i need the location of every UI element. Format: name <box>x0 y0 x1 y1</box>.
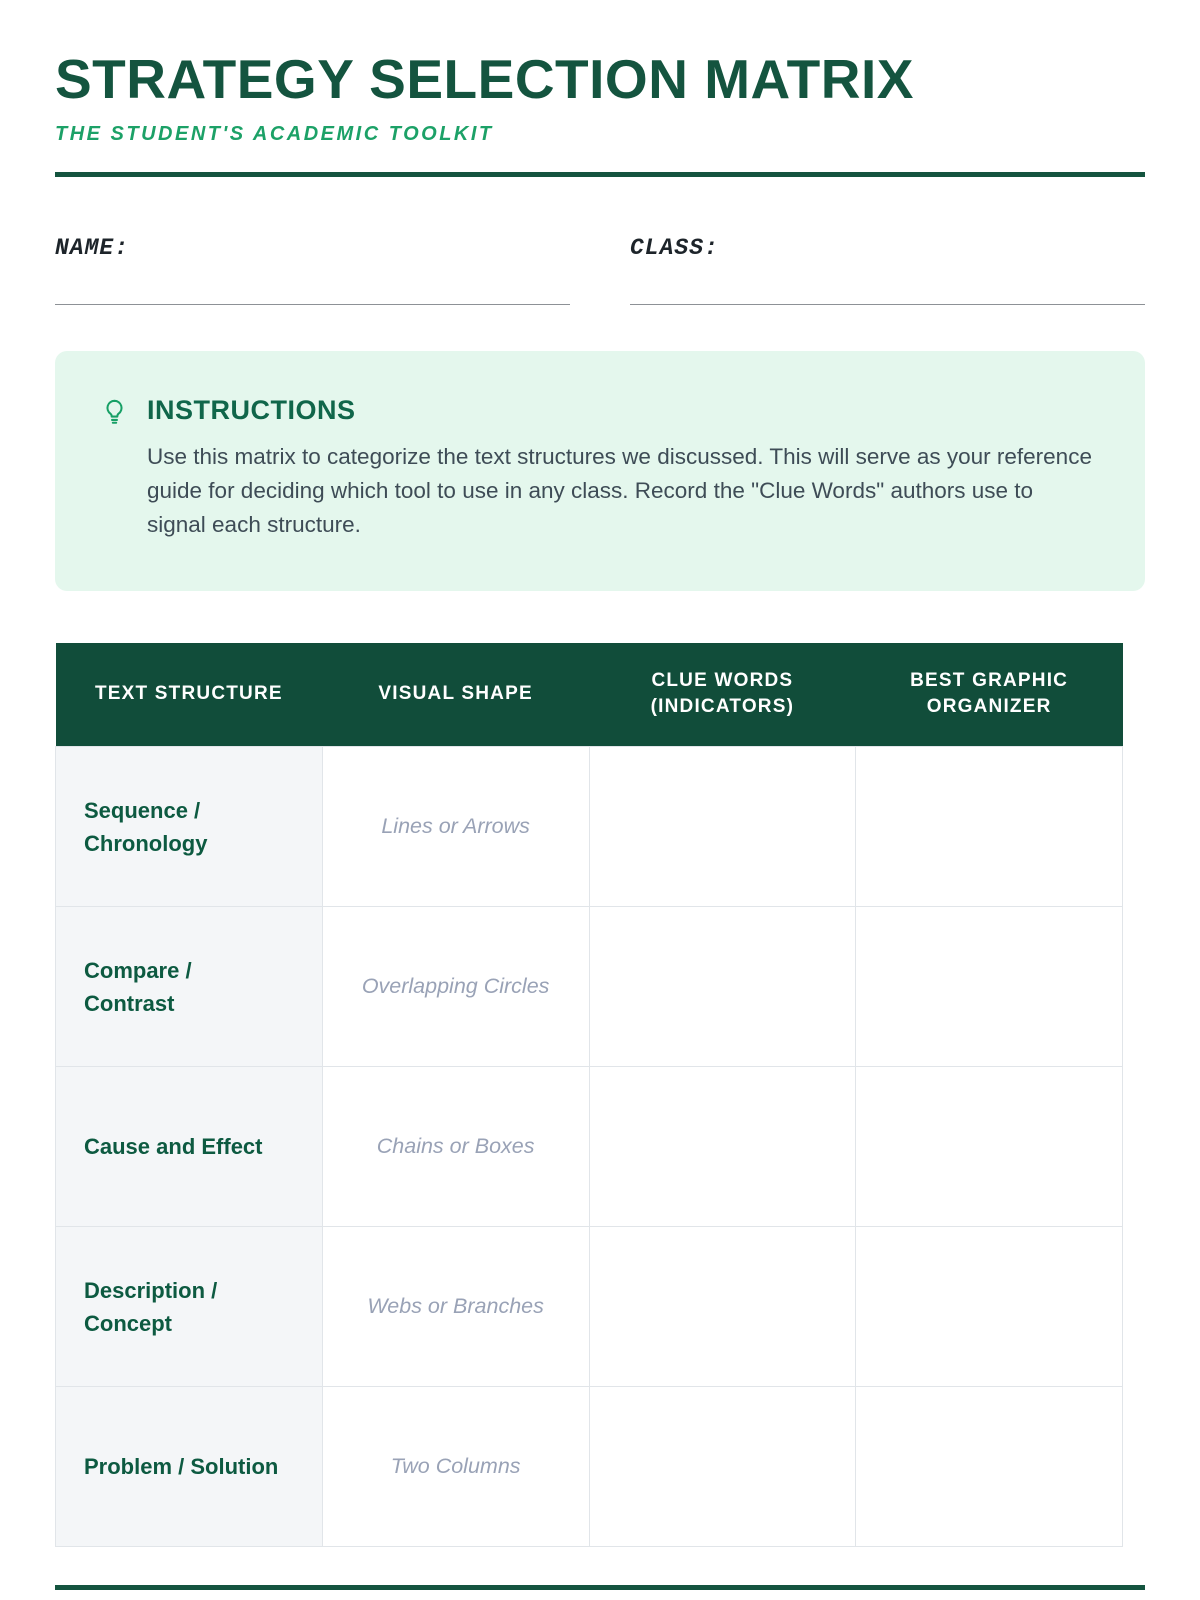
class-label: CLASS: <box>630 235 719 261</box>
col-header-visual-shape: VISUAL SHAPE <box>322 643 589 747</box>
table-header-row <box>56 643 1123 747</box>
clue-words-cell[interactable] <box>589 1067 856 1227</box>
footer-divider <box>55 1585 1145 1590</box>
organizer-cell[interactable] <box>856 1067 1123 1227</box>
visual-shape-hint: Lines or Arrows <box>322 747 589 907</box>
structure-label: Problem / Solution <box>56 1387 323 1547</box>
structure-label: Compare / Contrast <box>56 907 323 1067</box>
structure-label: Description / Concept <box>56 1227 323 1387</box>
table-row <box>56 1227 1123 1387</box>
page-subtitle: THE STUDENT'S ACADEMIC TOOLKIT <box>55 123 494 145</box>
organizer-cell[interactable] <box>856 1387 1123 1547</box>
col-header-clue-words: CLUE WORDS (INDICATORS) <box>589 643 856 747</box>
visual-shape-hint: Webs or Branches <box>322 1227 589 1387</box>
strategy-matrix-table <box>55 643 1123 1548</box>
table-row <box>56 1387 1123 1547</box>
name-label: NAME: <box>55 235 130 261</box>
page-title: STRATEGY SELECTION MATRIX <box>55 48 914 110</box>
col-header-text-structure: TEXT STRUCTURE <box>56 643 323 747</box>
name-input-line[interactable] <box>55 261 570 305</box>
col-header-graphic-organizer: BEST GRAPHIC ORGANIZER <box>856 643 1123 747</box>
class-input-line[interactable] <box>630 261 1145 305</box>
table-row <box>56 907 1123 1067</box>
table-row <box>56 747 1123 907</box>
visual-shape-hint: Chains or Boxes <box>322 1067 589 1227</box>
instructions-title: INSTRUCTIONS <box>147 395 356 425</box>
clue-words-cell[interactable] <box>589 1387 856 1547</box>
header-divider <box>55 172 1145 177</box>
organizer-cell[interactable] <box>856 747 1123 907</box>
class-field-group <box>630 235 1145 305</box>
lightbulb-icon <box>101 395 147 430</box>
name-field-group <box>55 235 570 305</box>
organizer-cell[interactable] <box>856 907 1123 1067</box>
table-row <box>56 1067 1123 1227</box>
name-class-form <box>55 235 1145 305</box>
clue-words-cell[interactable] <box>589 747 856 907</box>
organizer-cell[interactable] <box>856 1227 1123 1387</box>
structure-label: Sequence / Chronology <box>56 747 323 907</box>
clue-words-cell[interactable] <box>589 1227 856 1387</box>
instructions-box <box>55 351 1145 591</box>
clue-words-cell[interactable] <box>589 907 856 1067</box>
visual-shape-hint: Two Columns <box>322 1387 589 1547</box>
visual-shape-hint: Overlapping Circles <box>322 907 589 1067</box>
instructions-body: Use this matrix to categorize the text structures we discussed. This will serve as your reference guide for deciding which tool to use in any class. Record the "Clue Words" authors use to signal each structure. <box>147 444 1092 538</box>
structure-label: Cause and Effect <box>56 1067 323 1227</box>
instructions-content <box>147 395 1097 543</box>
